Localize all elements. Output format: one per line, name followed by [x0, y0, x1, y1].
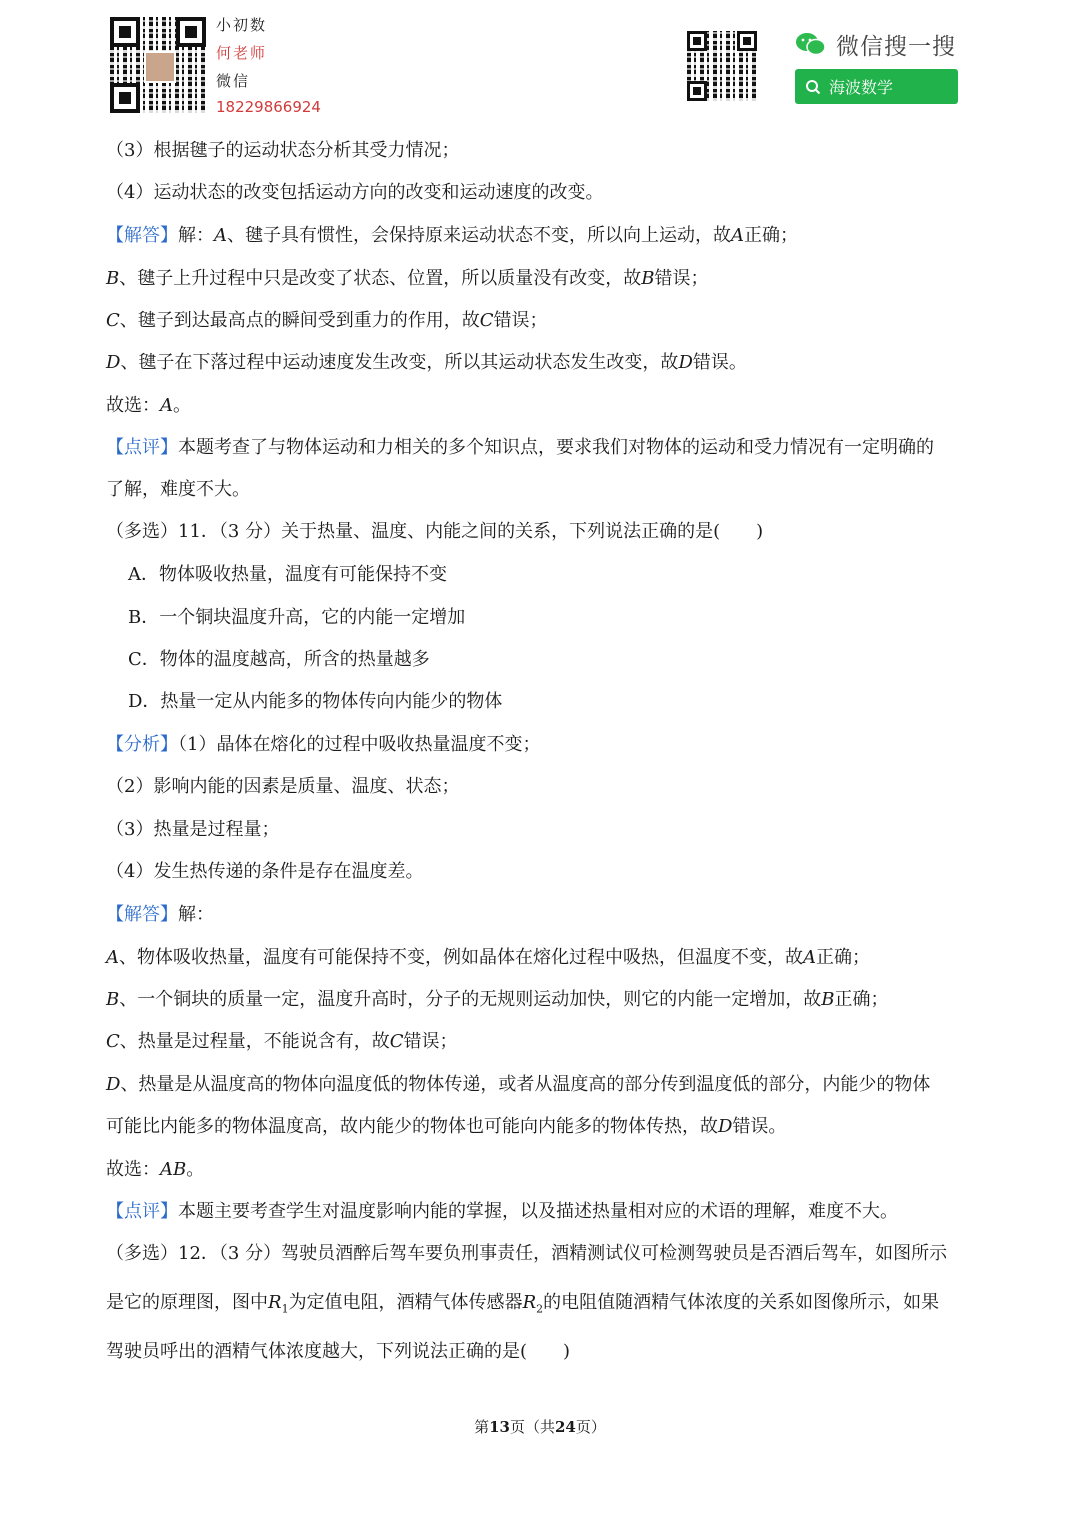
text-line [106, 1116, 786, 1138]
text-span: 解： [178, 904, 214, 925]
text-span: 2 [536, 1302, 544, 1316]
text-line [106, 395, 191, 417]
text-line [106, 225, 798, 247]
variable: A [160, 395, 173, 416]
text-span: 、热量是从温度高的物体向温度低的物体传递，或者从温度高的部分传到温度低的部分，内能少的物体 [120, 1074, 931, 1095]
text-line [106, 776, 459, 798]
footer-text: 页（共 [509, 1418, 555, 1436]
page-number: 13 [489, 1418, 510, 1436]
footer-text: 第 [474, 1418, 490, 1436]
variable: D [106, 352, 121, 373]
total-pages: 24 [555, 1418, 576, 1436]
text-span: （4）发生热传递的条件是存在温度差。 [106, 861, 424, 882]
text-span: 的电阻值随酒精气体浓度的关系如图像所示，如果 [543, 1292, 940, 1313]
text-span: 正确； [816, 947, 870, 968]
text-span: 正确； [834, 989, 889, 1010]
variable: B [641, 268, 655, 289]
text-span: 本题考查了与物体运动和力相关的多个知识点，要求我们对物体的运动和受力情况有一定明确的 [178, 437, 934, 458]
variable: D [678, 352, 693, 373]
variable: A [106, 947, 119, 968]
text-line [106, 1159, 204, 1181]
text-span: 了解，难度不大。 [106, 479, 250, 500]
search-icon [805, 79, 821, 95]
variable: D [718, 1116, 733, 1137]
text-span: 、毽子在下落过程中运动速度发生改变，所以其运动状态发生改变，故 [120, 352, 679, 373]
text-span: D．热量一定从内能多的物体传向内能少的物体 [128, 691, 503, 712]
text-span: 故选： [106, 1159, 160, 1180]
text-span: 是它的原理图，图中 [106, 1292, 268, 1313]
text-span: 可能比内能多的物体温度高，故内能少的物体也可能向内能多的物体传热，故 [106, 1116, 718, 1137]
text-line [106, 310, 548, 332]
text-span: 驾驶员呼出的酒精气体浓度越大，下列说法正确的是( ) [106, 1341, 571, 1362]
text-line [106, 140, 459, 162]
text-span: （1）晶体在熔化的过程中吸收热量温度不变； [178, 734, 541, 755]
text-line [106, 1074, 930, 1096]
text-line [128, 649, 430, 671]
text-span: 故选： [106, 395, 160, 416]
variable: B [821, 989, 835, 1010]
text-line [106, 819, 279, 841]
handwritten-line-1: 小初数 [216, 16, 268, 34]
text-line [106, 352, 747, 374]
text-span: 为定值电阻，酒精气体传感器 [288, 1292, 523, 1313]
text-line [106, 734, 540, 756]
text-span: B．一个铜块温度升高，它的内能一定增加 [128, 607, 466, 628]
text-span: 正确； [744, 225, 798, 246]
text-span: 1 [281, 1302, 289, 1316]
variable: B [106, 989, 120, 1010]
text-span: 错误； [403, 1031, 458, 1052]
text-line [106, 1243, 947, 1265]
wechat-logo-icon [795, 32, 827, 56]
variable: C [106, 1031, 120, 1052]
text-span: （多选）11．（3 分）关于热量、温度、内能之间的关系，下列说法正确的是( ) [106, 521, 764, 542]
variable: C [106, 310, 120, 331]
text-line [128, 564, 447, 586]
variable: AB [160, 1159, 187, 1180]
section-tag: 【解答】 [106, 904, 178, 925]
variable: A [731, 225, 744, 246]
text-span: （3）根据毽子的运动状态分析其受力情况； [106, 140, 460, 161]
text-span: 解： [178, 225, 214, 246]
text-span: （2）影响内能的因素是质量、温度、状态； [106, 776, 460, 797]
text-line [106, 1292, 939, 1321]
text-span: 、毽子上升过程中只是改变了状态、位置，所以质量没有改变，故 [119, 268, 642, 289]
handwritten-phone: 18229866924 [216, 98, 321, 116]
variable: A [803, 947, 816, 968]
text-line [106, 1201, 898, 1223]
text-span: （多选）12．（3 分）驾驶员酒醉后驾车要负刑事责任，酒精测试仪可检测驾驶员是否酒后驾车，如图所示 [106, 1243, 948, 1264]
search-button-label: 海波数学 [829, 78, 894, 97]
handwritten-line-2: 何老师 [216, 44, 268, 62]
text-line [106, 182, 603, 204]
text-line [106, 1341, 570, 1363]
handwritten-line-3: 微信 [216, 72, 251, 90]
text-span: 、物体吸收热量，温度有可能保持不变，例如晶体在熔化过程中吸热，但温度不变，故 [119, 947, 803, 968]
text-line [106, 861, 423, 883]
section-tag: 【解答】 [106, 225, 178, 246]
text-span: C．物体的温度越高，所含的热量越多 [128, 649, 430, 670]
text-line [106, 479, 250, 501]
text-line [128, 691, 502, 713]
variable: R [268, 1292, 282, 1313]
text-line [106, 268, 708, 290]
text-span: 错误； [654, 268, 709, 289]
variable: C [479, 310, 494, 331]
text-span: A．物体吸收热量，温度有可能保持不变 [128, 564, 447, 585]
page-header [0, 0, 1080, 125]
text-span: （4）运动状态的改变包括运动方向的改变和运动速度的改变。 [106, 182, 604, 203]
text-span: 本题主要考查学生对温度影响内能的掌握，以及描述热量相对应的术语的理解，难度不大。 [178, 1201, 898, 1222]
text-span: 错误； [493, 310, 548, 331]
wechat-search-title: 微信搜一搜 [836, 34, 956, 60]
text-span: 、毽子到达最高点的瞬间受到重力的作用，故 [119, 310, 480, 331]
text-line [106, 1031, 458, 1053]
page-footer [0, 1416, 1080, 1437]
variable: R [522, 1292, 537, 1313]
text-span: 错误。 [692, 352, 747, 373]
text-line [106, 521, 763, 543]
text-line [106, 904, 214, 926]
text-line [106, 437, 934, 459]
variable: B [106, 268, 120, 289]
text-span: （3）热量是过程量； [106, 819, 280, 840]
wechat-search-button[interactable] [795, 69, 958, 104]
footer-text: 页） [575, 1418, 606, 1436]
avatar [144, 51, 176, 83]
section-tag: 【点评】 [106, 1201, 178, 1222]
section-tag: 【分析】 [106, 734, 178, 755]
text-line [106, 989, 888, 1011]
text-span: 。 [173, 395, 191, 416]
text-span: 错误。 [732, 1116, 787, 1137]
variable: A [214, 225, 227, 246]
text-span: 、一个铜块的质量一定，温度升高时，分子的无规则运动加快，则它的内能一定增加，故 [119, 989, 822, 1010]
text-span: 。 [186, 1159, 205, 1180]
text-span: 、热量是过程量，不能说含有，故 [119, 1031, 390, 1052]
variable: D [106, 1074, 121, 1095]
section-tag: 【点评】 [106, 437, 178, 458]
text-line [106, 947, 870, 969]
wechat-qr-code [687, 31, 757, 101]
text-span: 、毽子具有惯性，会保持原来运动状态不变，所以向上运动，故 [227, 225, 731, 246]
variable: C [389, 1031, 404, 1052]
text-line [128, 607, 465, 629]
contact-qr-code [110, 17, 206, 113]
